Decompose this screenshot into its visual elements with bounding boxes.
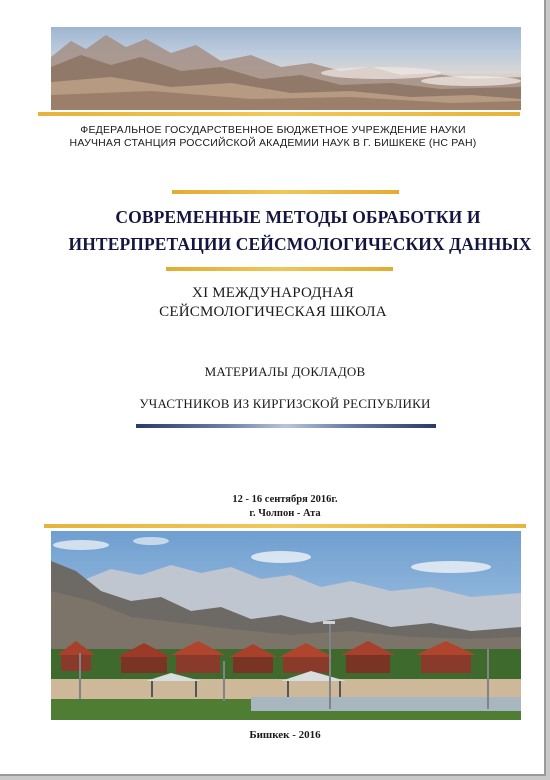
materials-line-2: УЧАСТНИКОВ ИЗ КИРГИЗСКОЙ РЕСПУБЛИКИ — [139, 396, 431, 411]
organization-line-2: НАУЧНАЯ СТАНЦИЯ РОССИЙСКОЙ АКАДЕМИИ НАУК В Г. БИШКЕКЕ (НС РАН) — [69, 137, 477, 149]
city-year: Бишкек - 2016 — [249, 729, 321, 741]
gold-divider-top — [38, 112, 520, 116]
mountain-banner-image — [51, 27, 521, 110]
materials-line-1: МАТЕРИАЛЫ ДОКЛАДОВ — [204, 364, 366, 379]
document-title-line-2: ИНТЕРПРЕТАЦИИ СЕЙСМОЛОГИЧЕСКИХ ДАННЫХ — [68, 234, 532, 254]
organization-line-1: ФЕДЕРАЛЬНОЕ ГОСУДАРСТВЕННОЕ БЮДЖЕТНОЕ УЧРЕЖДЕНИЕ НАУКИ — [80, 124, 466, 136]
resort-photo-image — [51, 531, 521, 720]
gold-divider-title-bottom — [166, 267, 393, 271]
event-dates: 12 - 16 сентября 2016г. — [232, 494, 338, 505]
event-place: г. Чолпон - Ата — [249, 508, 321, 519]
blue-divider — [136, 424, 436, 428]
gold-divider-title-top — [172, 190, 399, 194]
gold-divider-bottom — [44, 524, 526, 528]
school-line-1: XI МЕЖДУНАРОДНАЯ — [192, 285, 354, 301]
school-line-2: СЕЙСМОЛОГИЧЕСКАЯ ШКОЛА — [159, 304, 387, 320]
document-title-line-1: СОВРЕМЕННЫЕ МЕТОДЫ ОБРАБОТКИ И — [115, 207, 481, 227]
